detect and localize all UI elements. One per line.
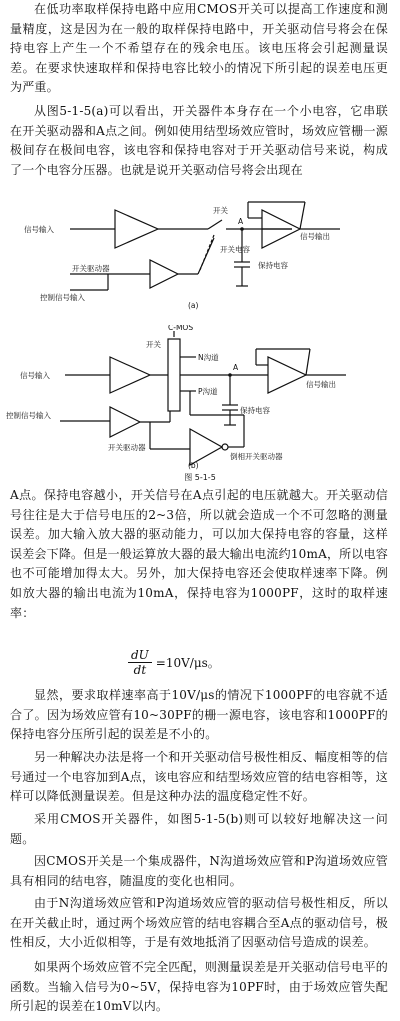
fig-b-switch-driver: 开关驱动器 bbox=[108, 443, 146, 452]
fig-a-switch-driver: 开关驱动器 bbox=[72, 264, 110, 273]
equation bbox=[128, 648, 220, 677]
equation-fraction bbox=[128, 648, 152, 677]
figure-a bbox=[0, 180, 400, 310]
fig-a-hold-cap: 保持电容 bbox=[258, 261, 288, 270]
fig-b-signal-input: 信号输入 bbox=[20, 371, 50, 380]
paragraph-4: 显然，要求取样速率高于10V/μs的情况下1000PF的电容就不适合了。因为场效应管有10~30PF的栅一源电容，该电容和1000PF的保持电容分压所引起的误差是不小的。 bbox=[10, 688, 388, 742]
fig-b-n-channel: N沟道 bbox=[198, 353, 219, 362]
fig-b-signal-output: 信号输出 bbox=[306, 380, 336, 389]
fig-b-inv-driver: 倒相开关驱动器 bbox=[230, 452, 283, 461]
fig-b-switch: 开关 bbox=[146, 340, 161, 349]
fig-b-cmos: C-MOS bbox=[168, 325, 194, 332]
paragraph-3: A点。保持电容越小，开关信号在A点引起的电压就越大。开关驱动信号往往是大于信号电压的2~3倍，所以就会造成一个不可忽略的测量误差。加大输入放大器的驱动能力，可以加大保持电容的容量，这样误差会下降。但是一般运算放大器的最大输出电流约10mA，所以电容也不可能增加得太大。另外，加大保持电容还会使取样速率下降。例如放大器的输出电流为10mA，保持电容为1000PF，这时的取样速率： bbox=[10, 488, 388, 620]
paragraph-2: 从图5-1-5(a)可以看出，开关器件本身存在一个小电容，它串联在开关驱动器和A点之间。例如使用结型场效应管时，场效应管栅一源极间存在极间电容，该电容和保持电容对于开关驱动信号来说，构成了一个电容分压器。也就是说开关驱动信号将会出现在 bbox=[10, 104, 388, 177]
paragraph-1: 在低功率取样保持电路中应用CMOS开关可以提高工作速度和测量精度，这是因为在一般的取样保持电路中，开关驱动信号将会在保持电容上产生一个不希望存在的残余电压。该电压将会引起测量误差。在要求快速取样和保持电容比较小的情况下所引起的误差电压更为严重。 bbox=[10, 2, 388, 95]
equation-rhs: =10V/μs。 bbox=[155, 656, 220, 670]
equation-denominator: dt bbox=[133, 663, 147, 677]
paragraph-6: 采用CMOS开关器件，如图5-1-5(b)则可以较好地解决这一问题。 bbox=[10, 812, 388, 846]
paragraph-7: 因CMOS开关是一个集成器件，N沟道场效应管和P沟道场效应管具有相同的结电容，随温度的变化也相同。 bbox=[10, 854, 388, 888]
paragraph-5: 另一种解决办法是将一个和开关驱动信号极性相反、幅度相等的信号通过一个电容加到A点，该电容应和结型场效应管的结电容相等，这样可以降低测量误差。但是这种办法的温度稳定性不好。 bbox=[10, 750, 388, 804]
fig-b-point-a: A bbox=[233, 363, 239, 372]
fig-a-signal-output: 信号输出 bbox=[300, 232, 330, 241]
figure-b bbox=[0, 325, 400, 470]
fig-b-p-channel: P沟道 bbox=[198, 387, 218, 396]
fig-b-control-input: 控制信号输入 bbox=[6, 411, 51, 420]
equation-numerator: dU bbox=[128, 648, 152, 663]
fig-b-hold-cap: 保持电容 bbox=[240, 406, 270, 415]
fig-a-switch: 开关 bbox=[213, 206, 228, 215]
fig-a-switch-cap: 开关电容 bbox=[220, 245, 250, 254]
fig-a-label: (a) bbox=[188, 301, 199, 310]
fig-a-signal-input: 信号输入 bbox=[24, 225, 54, 234]
paragraph-8: 由于N沟道场效应管和P沟道场效应管的驱动信号极性相反，所以在开关截止时，通过两个场效应管的结电容耦合至A点的驱动信号，极性相反，大小近似相等，于是有效地抵消了因驱动信号造成的误差。 bbox=[10, 896, 388, 950]
fig-a-control-input: 控制信号输入 bbox=[40, 293, 85, 302]
figure-caption: 图 5-1-5 bbox=[184, 473, 216, 482]
paragraph-9: 如果两个场效应管不完全匹配，则测量误差是开关驱动信号电平的函数。当输入信号为0~5V，保持电容为10PF时，由于场效应管失配所引起的误差在10mV以内。 bbox=[10, 960, 388, 1014]
fig-b-label: (b) bbox=[188, 461, 199, 470]
fig-a-point-a: A bbox=[238, 217, 244, 226]
